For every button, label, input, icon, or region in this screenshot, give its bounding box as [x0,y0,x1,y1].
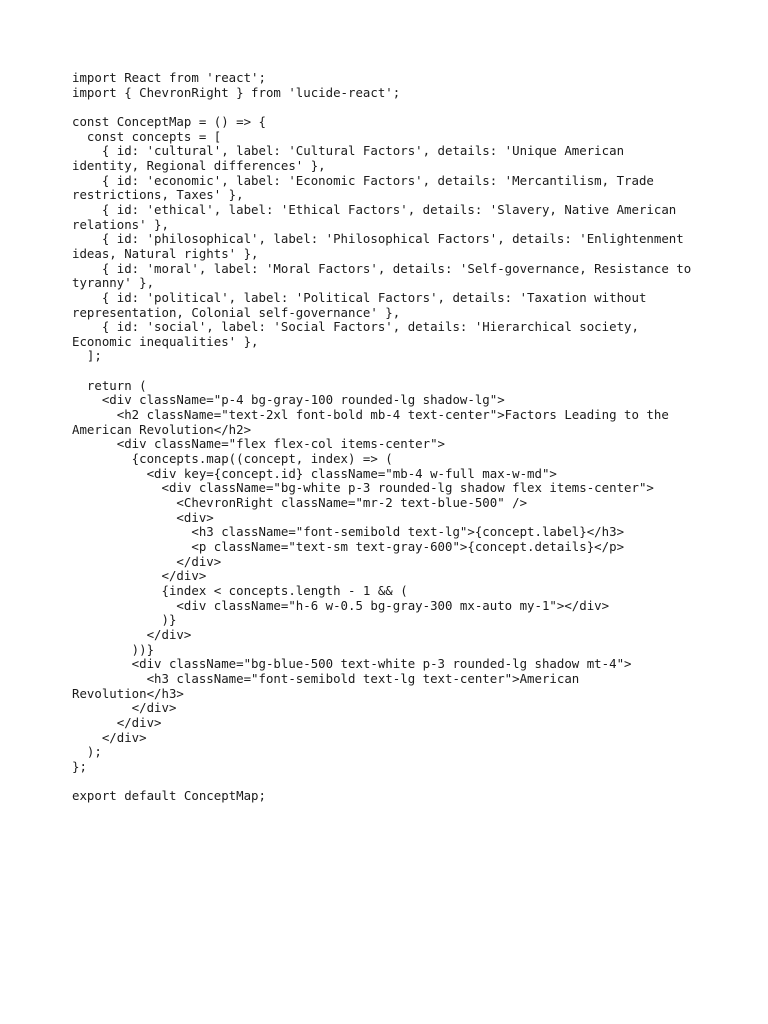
code-line: return ( [72,377,147,393]
code-line: import React from 'react'; [72,70,266,85]
code-line [72,364,712,379]
code-line: ideas, Natural rights' }, [72,245,259,261]
code-line: <h3 className="font-semibold text-lg">{concept.label}</h3> [72,524,625,540]
code-line [72,775,712,790]
code-line: {concepts.map((concept, index) => ( [72,451,393,467]
code-line: relations' }, [72,216,169,232]
code-line: American Revolution</h2> [72,421,252,437]
code-line: { id: 'political', label: 'Political Factors', details: 'Taxation without [72,289,647,305]
code-line: tyranny' }, [72,275,155,291]
code-line: restrictions, Taxes' }, [72,187,244,203]
code-line: </div> [72,700,177,716]
code-line: <h2 className="text-2xl font-bold mb-4 text-center">Factors Leading to the [72,407,669,423]
code-line: Economic inequalities' }, [72,333,259,349]
code-line: const ConceptMap = () => { [72,113,266,129]
code-line: </div> [72,729,147,745]
code-line: { id: 'philosophical', label: 'Philosophical Factors', details: 'Enlightenment [72,231,684,247]
code-line: </div> [72,553,222,569]
code-line: Revolution</h3> [72,685,184,701]
code-line: <h3 className="font-semibold text-lg text-center">American [72,670,580,686]
code-line: representation, Colonial self-governance' }, [72,304,401,320]
code-line: { id: 'ethical', label: 'Ethical Factors', details: 'Slavery, Native American [72,201,677,217]
code-line: <ChevronRight className="mr-2 text-blue-500" /> [72,495,528,511]
code-line: <div> [72,509,214,525]
code-line: <p className="text-sm text-gray-600">{concept.details}</p> [72,539,625,554]
code-line: { id: 'economic', label: 'Economic Factors', details: 'Mercantilism, Trade [72,172,654,188]
code-line: ))} [72,641,155,657]
code-line: import { ChevronRight } from 'lucide-react'; [72,84,401,100]
code-line: </div> [72,568,207,584]
code-line: {index < concepts.length - 1 && ( [72,582,408,598]
code-line: ]; [72,348,102,364]
code-line: { id: 'cultural', label: 'Cultural Factors', details: 'Unique American [72,143,625,159]
code-line: <div className="p-4 bg-gray-100 rounded-lg shadow-lg"> [72,392,505,408]
code-line: )} [72,612,177,628]
code-line: </div> [72,626,192,642]
code-line: <div className="bg-blue-500 text-white p-3 rounded-lg shadow mt-4"> [72,656,632,672]
code-line: }; [72,758,87,774]
code-line: </div> [72,714,162,730]
code-line: export default ConceptMap; [72,788,266,804]
code-line: { id: 'moral', label: 'Moral Factors', details: 'Self-governance, Resistance to [72,260,692,276]
code-line: <div key={concept.id} className="mb-4 w-full max-w-md"> [72,465,557,481]
code-line [72,100,712,115]
code-line: identity, Regional differences' }, [72,157,326,173]
code-line: <div className="h-6 w-0.5 bg-gray-300 mx-auto my-1"></div> [72,597,610,613]
code-line: const concepts = [ [72,128,222,144]
code-line: ); [72,744,102,760]
code-line: { id: 'social', label: 'Social Factors', details: 'Hierarchical society, [72,319,639,335]
code-line: <div className="flex flex-col items-center"> [72,436,445,452]
code-line: <div className="bg-white p-3 rounded-lg shadow flex items-center"> [72,480,654,496]
code-listing [72,71,712,804]
